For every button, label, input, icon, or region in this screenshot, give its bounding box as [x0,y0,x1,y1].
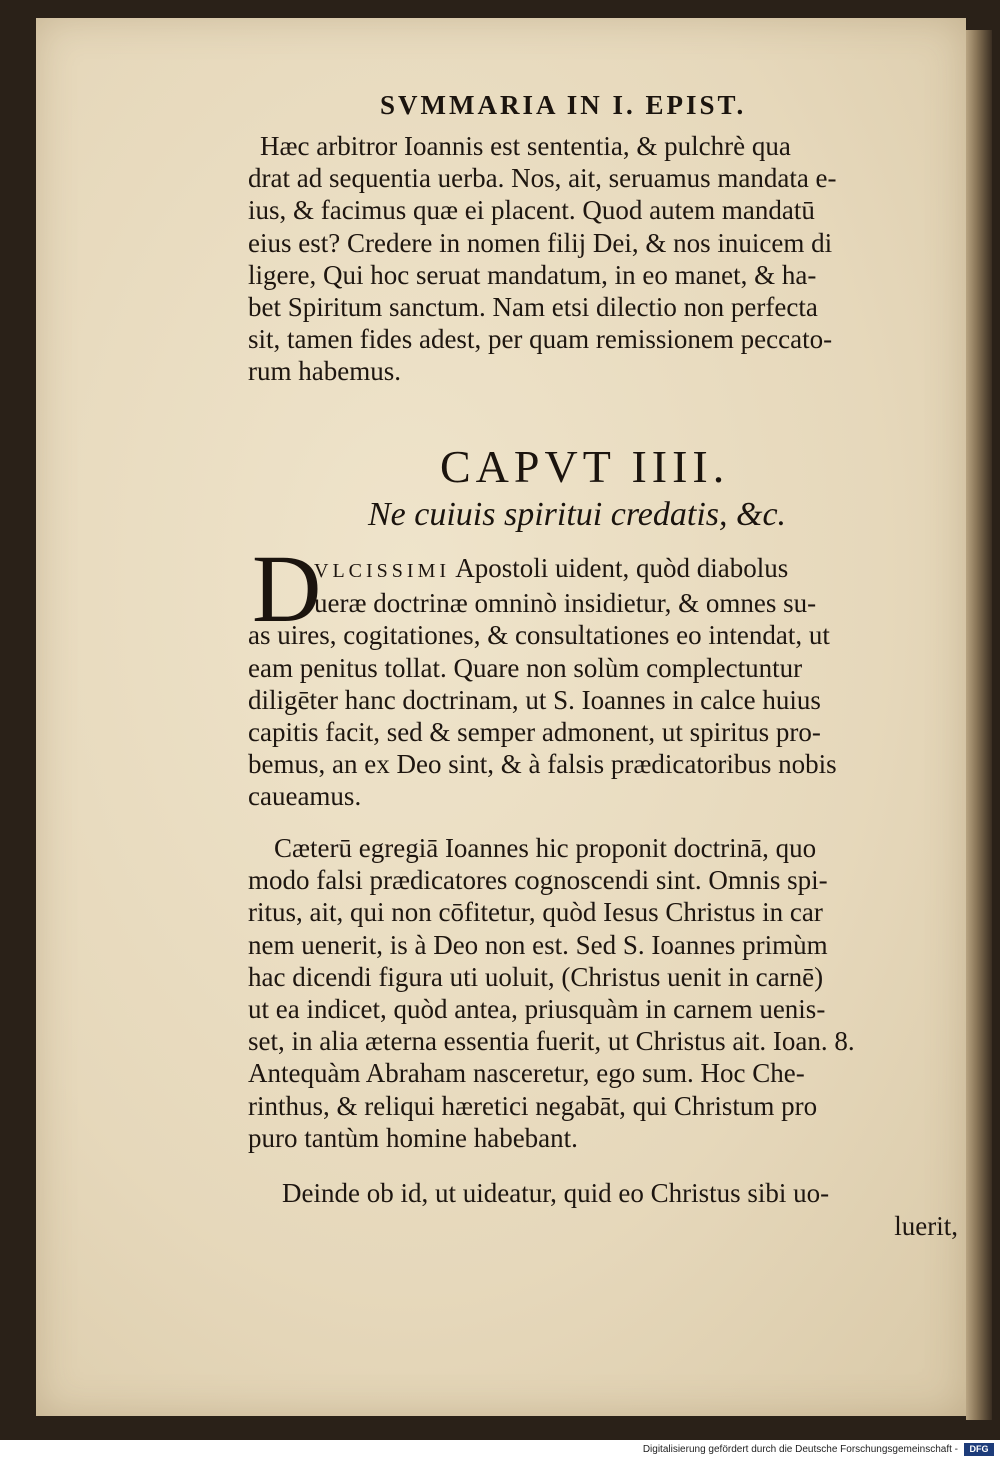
text-line: sit, tamen fides adest, per quam remissionem peccato- [248,324,833,355]
paragraph-1-first-line [248,552,958,587]
text-line: modo falsi prædicatores cognoscendi sint. Omnis spi- [248,865,828,896]
text-line: ut ea indicet, quòd antea, priusquàm in carnem uenis- [248,994,826,1025]
chapter-title: CAPVT IIII. [440,441,730,492]
paragraph-2 [248,832,958,1154]
dfg-logo: DFG [964,1443,994,1456]
drop-cap: D [252,535,322,642]
text-line: Cæterū egregiā Ioannes hic proponit doctrinā, quo [274,833,817,863]
catchword-text: luerit, [894,1211,958,1241]
text-line: ueræ doctrinæ omninò insidietur, & omnes su- [314,588,817,619]
text-line: bemus, an ex Deo sint, & à falsis prædicatoribus nobis [248,749,837,780]
text-line: set, in alia æterna essentia fuerit, ut Christus ait. Ioan. 8. [248,1026,855,1057]
catchword [248,1210,970,1242]
text-line: rum habemus. [248,356,401,387]
text-line: ritus, ait, qui non cōfitetur, quòd Iesus Christus in car [248,897,823,928]
text-line: as uires, cogitationes, & consultationes eo intendat, ut [248,620,830,651]
text-line: drat ad sequentia uerba. Nos, ait, seruamus mandata e- [248,163,837,194]
text-line: ligere, Qui hoc seruat mandatum, in eo manet, & ha- [248,259,817,290]
text-line: hac dicendi figura uti uoluit, (Christus uenit in carnē) [248,961,824,992]
small-caps-opening: VLCISSIMI [314,560,451,582]
paragraph-3 [248,1177,958,1209]
text-line: caueamus. [248,781,362,812]
text-line: eius est? Credere in nomen filij Dei, & nos inuicem di [248,227,833,258]
text-line: Antequàm Abraham nasceretur, ego sum. Hoc Che- [248,1058,805,1089]
running-head: SVMMARIA IN I. EPIST. [380,90,747,120]
text-line: bet Spiritum sanctum. Nam etsi dilectio non perfecta [248,292,818,323]
text-line: Hæc arbitror Ioannis est sententia, & pulchrè qua [260,131,791,161]
text-line: eam penitus tollat. Quare non solùm complectuntur [248,652,803,683]
chapter-subtitle: Ne cuiuis spiritui credatis, &c. [368,496,787,533]
paragraph-1 [248,552,958,813]
text-line: capitis facit, sed & semper admonent, ut spiritus pro- [248,717,821,748]
footer-credit: Digitalisierung gefördert durch die Deutsche Forschungsgemeinschaft - [642,1444,958,1455]
intro-paragraph [248,130,958,388]
text-line: Deinde ob id, ut uideatur, quid eo Christus sibi uo- [282,1178,830,1208]
first-line-text: Apostoli uident, quòd diabolus [450,553,789,583]
text-line: ius, & facimus quæ ei placent. Quod autem mandatū [248,195,815,226]
text-line: puro tantùm homine habebant. [248,1122,578,1153]
text-line: diligēter hanc doctrinam, ut S. Ioannes in calce huius [248,684,821,715]
text-line: rinthus, & reliqui hæretici negabāt, qui Christum pro [248,1090,818,1121]
text-line: nem uenerit, is à Deo non est. Sed S. Ioannes primùm [248,929,828,960]
